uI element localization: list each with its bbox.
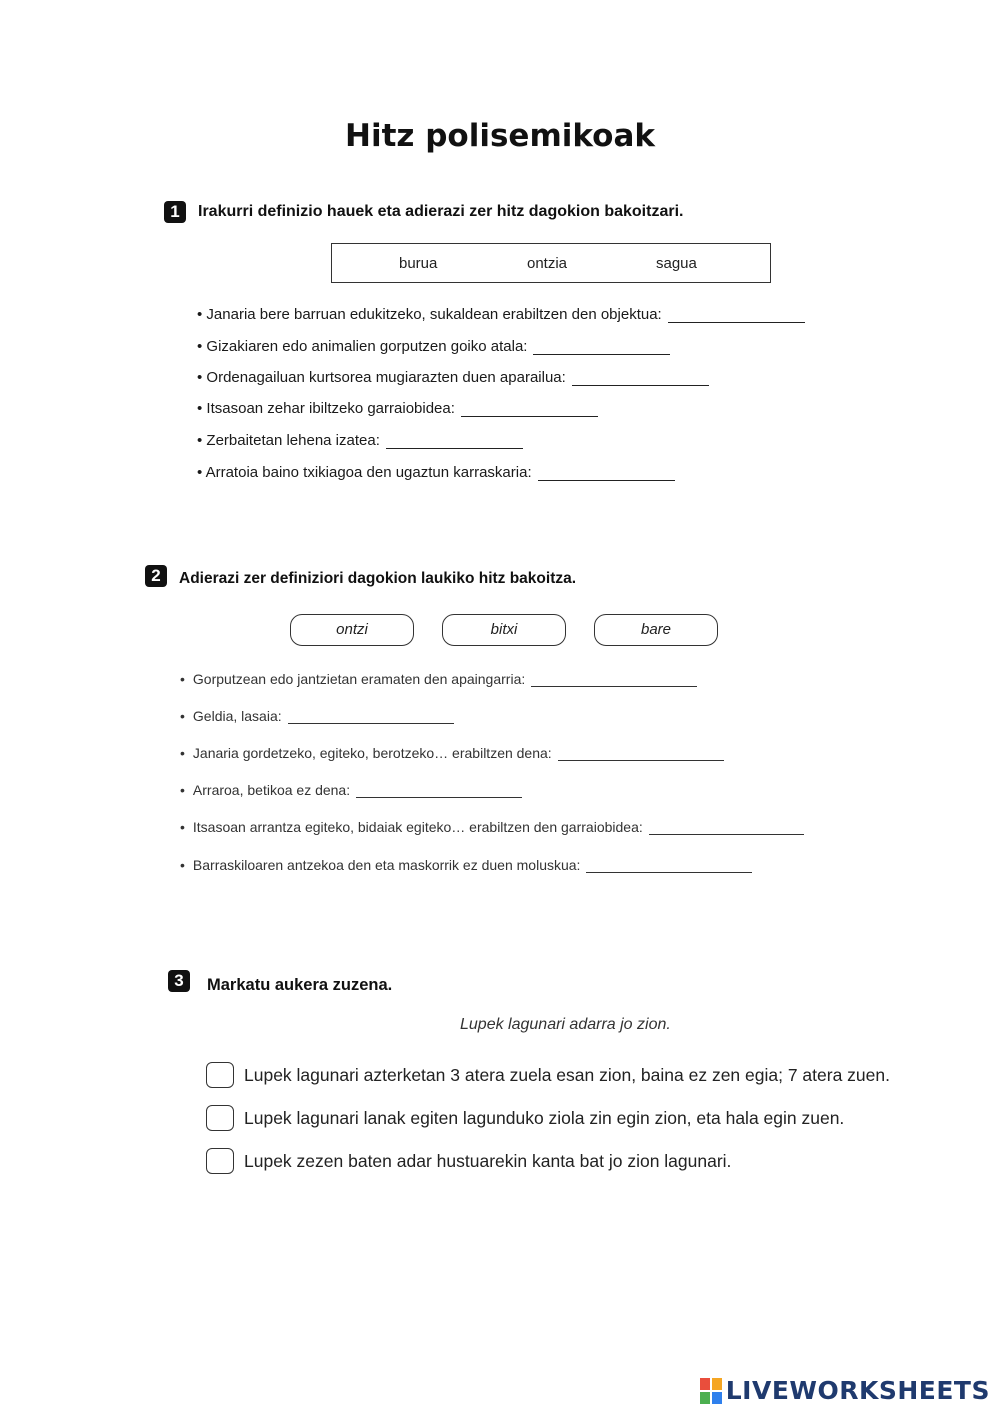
liveworksheets-logo-icon xyxy=(700,1378,722,1404)
exercise-2-number-badge: 2 xyxy=(145,565,167,587)
answer-blank[interactable] xyxy=(288,712,454,724)
exercise-2-item-text: Janaria gordetzeko, egiteko, berotzeko… erabiltzen dena: xyxy=(192,745,552,761)
bullet: • xyxy=(180,671,185,687)
exercise-1-item-text: • Gizakiaren edo animalien gorputzen goiko atala: xyxy=(197,338,528,355)
exercise-1-item xyxy=(197,432,523,449)
exercise-2-word-pill: bare xyxy=(594,614,718,646)
exercise-1-item xyxy=(197,338,670,355)
exercise-1-item-text: • Zerbaitetan lehena izatea: xyxy=(197,432,380,449)
answer-blank[interactable] xyxy=(649,823,804,835)
exercise-1-item-text: • Itsasoan zehar ibiltzeko garraiobidea: xyxy=(197,400,455,417)
exercise-2-item-text: Geldia, lasaia: xyxy=(192,708,282,724)
answer-blank[interactable] xyxy=(586,861,752,873)
exercise-1-item xyxy=(197,306,805,323)
exercise-2-item-text: Gorputzean edo jantzietan eramaten den apaingarria: xyxy=(192,671,526,687)
page-title: Hitz polisemikoak xyxy=(345,118,655,154)
exercise-2-item-text: Itsasoan arrantza egiteko, bidaiak egiteko… erabiltzen den garraiobidea: xyxy=(192,819,643,835)
exercise-1-instruction: Irakurri definizio hauek eta adierazi zer hitz dagokion bakoitzari. xyxy=(198,203,684,220)
exercise-1-item xyxy=(197,400,598,417)
exercise-1-word: burua xyxy=(399,255,438,272)
answer-blank[interactable] xyxy=(356,786,522,798)
exercise-2-item xyxy=(180,745,724,761)
option-text: Lupek lagunari azterketan 3 atera zuela esan zion, baina ez zen egia; 7 atera zuen. xyxy=(244,1064,890,1085)
answer-blank[interactable] xyxy=(531,675,697,687)
answer-blank[interactable] xyxy=(668,310,805,323)
exercise-1-word: sagua xyxy=(656,255,697,272)
option-checkbox[interactable] xyxy=(206,1148,234,1174)
exercise-2-item xyxy=(180,708,454,724)
exercise-2-word-pill: bitxi xyxy=(442,614,566,646)
bullet: • xyxy=(180,708,185,724)
exercise-1-number-badge: 1 xyxy=(164,201,186,223)
option-checkbox[interactable] xyxy=(206,1062,234,1088)
answer-blank[interactable] xyxy=(538,468,675,481)
logo-text: LIVEWORKSHEETS xyxy=(725,1376,990,1405)
exercise-1-item xyxy=(197,464,675,481)
exercise-1-item-text: • Arratoia baino txikiagoa den ugaztun karraskaria: xyxy=(197,464,532,481)
exercise-1-item-text: • Janaria bere barruan edukitzeko, sukaldean erabiltzen den objektua: xyxy=(197,306,662,323)
answer-blank[interactable] xyxy=(386,436,523,449)
bullet: • xyxy=(180,745,185,761)
answer-blank[interactable] xyxy=(572,373,709,386)
exercise-2-item xyxy=(180,671,697,687)
exercise-3-number-badge: 3 xyxy=(168,970,190,992)
bullet: • xyxy=(180,857,185,873)
exercise-2-instruction: Adierazi zer definiziori dagokion laukiko hitz bakoitza. xyxy=(179,570,577,587)
exercise-1-item xyxy=(197,369,709,386)
exercise-1-word: ontzia xyxy=(527,255,568,272)
bullet: • xyxy=(180,782,185,798)
exercise-2-item xyxy=(180,782,522,798)
exercise-3-option xyxy=(206,1105,844,1131)
exercise-2-item xyxy=(180,857,752,873)
liveworksheets-logo xyxy=(700,1376,990,1405)
answer-blank[interactable] xyxy=(558,749,724,761)
option-checkbox[interactable] xyxy=(206,1105,234,1131)
option-text: Lupek zezen baten adar hustuarekin kanta bat jo zion lagunari. xyxy=(244,1150,732,1171)
answer-blank[interactable] xyxy=(461,404,598,417)
answer-blank[interactable] xyxy=(533,342,670,355)
exercise-3-sentence: Lupek lagunari adarra jo zion. xyxy=(460,1016,671,1033)
exercise-3-option xyxy=(206,1062,890,1088)
exercise-2-item-text: Barraskiloaren antzekoa den eta maskorrik ez duen moluskua: xyxy=(192,857,581,873)
exercise-2-item xyxy=(180,819,804,835)
exercise-3-instruction: Markatu aukera zuzena. xyxy=(207,976,393,994)
exercise-1-item-text: • Ordenagailuan kurtsorea mugiarazten duen aparailua: xyxy=(197,369,566,386)
option-text: Lupek lagunari lanak egiten lagunduko ziola zin egin zion, eta hala egin zuen. xyxy=(244,1107,845,1128)
exercise-3-option xyxy=(206,1148,731,1174)
bullet: • xyxy=(180,819,185,835)
exercise-2-item-text: Arraroa, betikoa ez dena: xyxy=(192,782,351,798)
exercise-2-word-pill: ontzi xyxy=(290,614,414,646)
